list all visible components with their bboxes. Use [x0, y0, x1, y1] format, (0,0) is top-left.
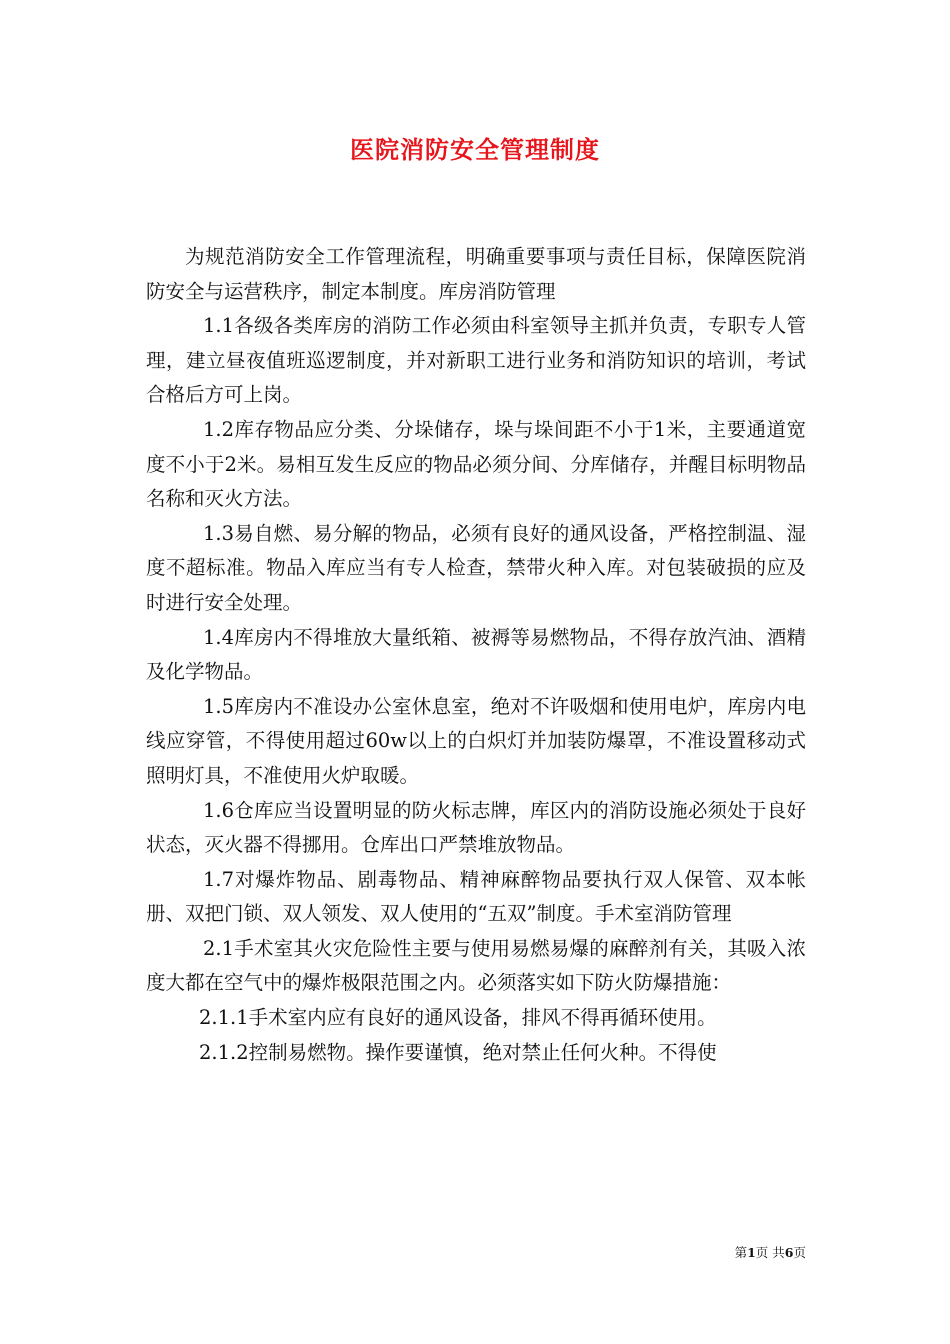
- document-body: [146, 240, 806, 1070]
- paragraph-1-5: 1.5库房内不准设办公室休息室，绝对不许吸烟和使用电炉，库房内电线应穿管，不得使用超过60w以上的白炽灯并加装防爆罩，不准设置移动式照明灯具，不准使用火炉取暖。: [146, 694, 806, 787]
- paragraph-intro: 为规范消防安全工作管理流程，明确重要事项与责任目标，保障医院消防安全与运营秩序，制定本制度。库房消防管理: [146, 245, 806, 303]
- footer-current-page: 1: [747, 1245, 756, 1260]
- page-footer: [700, 1245, 806, 1261]
- paragraph-1-3: 1.3易自燃、易分解的物品，必须有良好的通风设备，严格控制温、湿度不超标准。物品入库应当有专人检查，禁带火种入库。对包装破损的应及时进行安全处理。: [146, 521, 806, 614]
- footer-prefix: 第: [734, 1245, 748, 1260]
- paragraph-2-1-1: 2.1.1手术室内应有良好的通风设备，排风不得再循环使用。: [199, 1006, 717, 1030]
- footer-total-pages: 6: [784, 1245, 794, 1260]
- footer-middle: 页 共: [755, 1245, 785, 1260]
- paragraph-1-2: 1.2库存物品应分类、分垛储存，垛与垛间距不小于1米，主要通道宽度不小于2米。易相互发生反应的物品必须分间、分库储存，并醒目标明物品名称和灭火方法。: [146, 417, 806, 511]
- paragraph-1-7: 1.7对爆炸物品、剧毒物品、精神麻醉物品要执行双人保管、双本帐册、双把门锁、双人领发、双人使用的“五双”制度。手术室消防管理: [146, 867, 806, 926]
- paragraph-2-1-2: 2.1.2控制易燃物。操作要谨慎，绝对禁止任何火种。不得使: [199, 1040, 717, 1064]
- paragraph-1-4: 1.4库房内不得堆放大量纸箱、被褥等易燃物品，不得存放汽油、酒精及化学物品。: [146, 625, 806, 684]
- paragraph-2-1: 2.1手术室其火灾危险性主要与使用易燃易爆的麻醉剂有关，其吸入浓度大都在空气中的爆炸极限范围之内。必须落实如下防火防爆措施：: [146, 936, 806, 995]
- document-title: 医院消防安全管理制度: [350, 135, 600, 164]
- footer-suffix: 页: [793, 1245, 806, 1260]
- paragraph-1-1: 1.1各级各类库房的消防工作必须由科室领导主抓并负责，专职专人管理，建立昼夜值班巡逻制度，并对新职工进行业务和消防知识的培训，考试合格后方可上岗。: [146, 314, 806, 407]
- paragraph-1-6: 1.6仓库应当设置明显的防火标志牌，库区内的消防设施必须处于良好状态，灭火器不得挪用。仓库出口严禁堆放物品。: [146, 798, 806, 857]
